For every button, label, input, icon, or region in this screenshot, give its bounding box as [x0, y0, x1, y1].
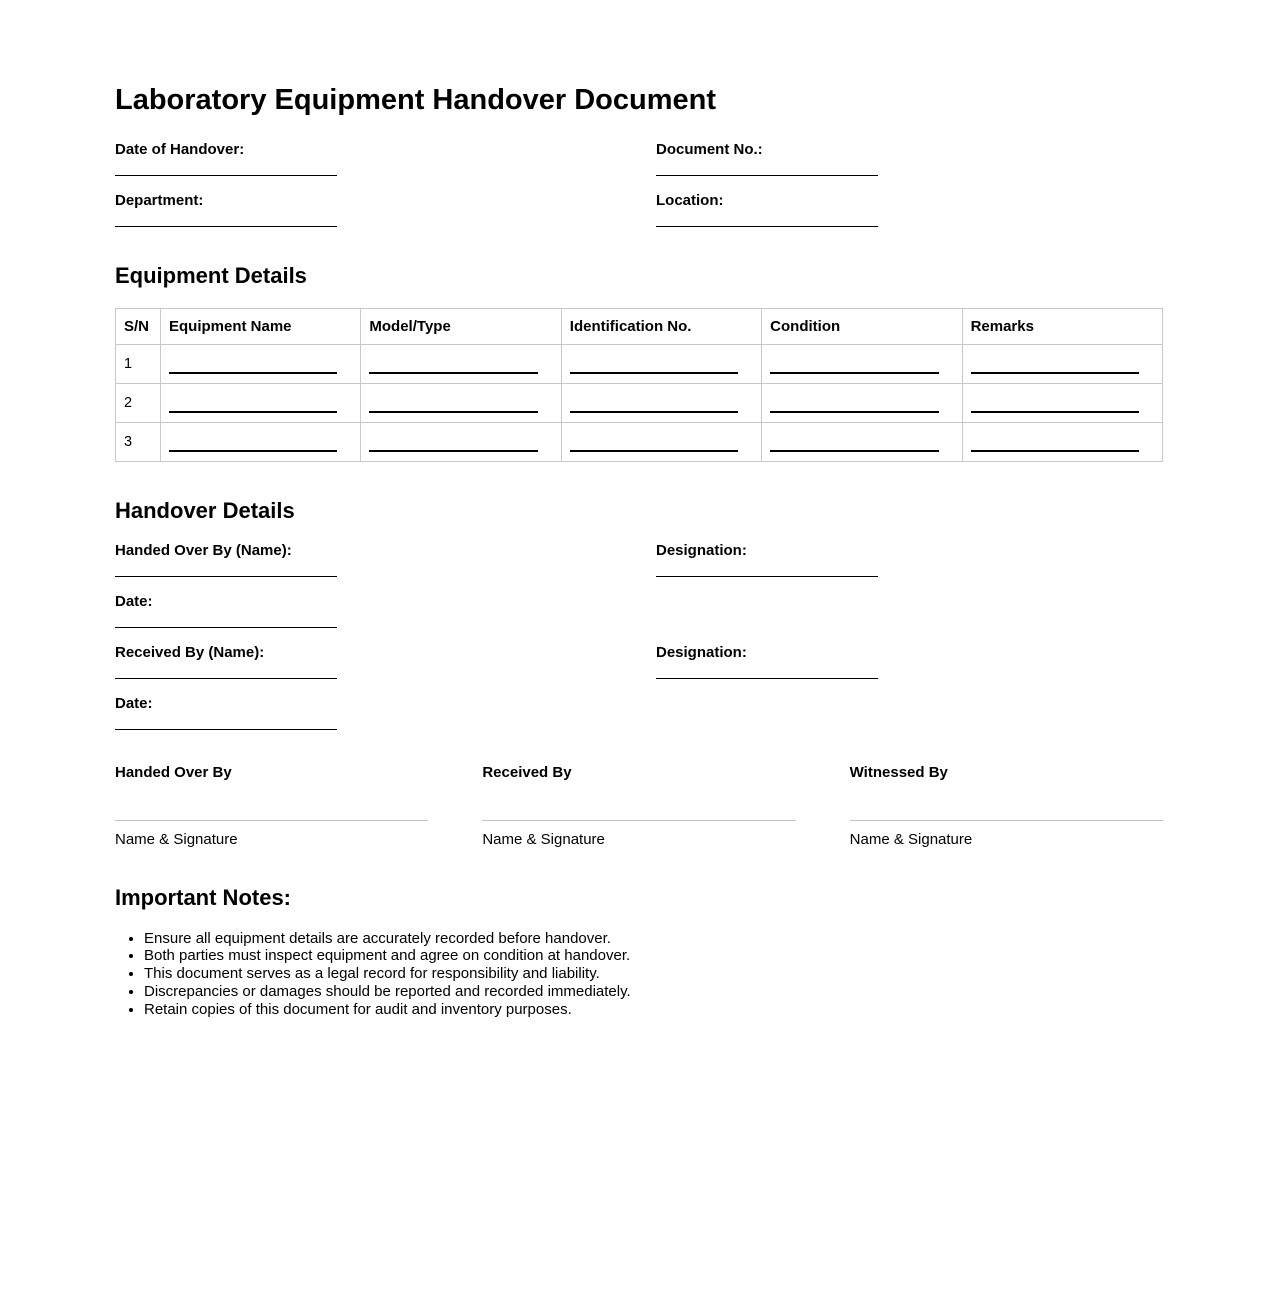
- field-date-1: [115, 593, 656, 628]
- equipment-table: [115, 308, 1163, 462]
- row-2-number: 2: [116, 383, 161, 422]
- row-2-model-type-blank-line[interactable]: [369, 411, 537, 413]
- row-3-remarks-blank-line[interactable]: [971, 450, 1139, 452]
- signature-block-witnessed-by: [850, 764, 1163, 849]
- row-1-identification-no-cell: [561, 344, 761, 383]
- field-location: [656, 192, 1163, 227]
- important-notes-heading: Important Notes:: [115, 885, 291, 911]
- date-2-label: Date:: [115, 695, 153, 713]
- field-document-no: [656, 141, 1163, 176]
- handover-field-row-4: [115, 695, 1163, 730]
- row-1-condition-blank-line[interactable]: [770, 372, 938, 374]
- row-1-equipment-name-blank-line[interactable]: [169, 372, 337, 374]
- equipment-table-row-2: [116, 383, 1163, 422]
- handed-over-by-signature-title: Handed Over By: [115, 764, 232, 782]
- department-label: Department:: [115, 192, 204, 210]
- note-item-5: • Retain copies of this document for audit and inventory purposes.: [144, 1001, 1163, 1019]
- signature-section: [115, 764, 1163, 849]
- row-3-identification-no-cell: [561, 422, 761, 461]
- received-by-name-blank-line[interactable]: [115, 678, 337, 679]
- document-no-blank-line[interactable]: [656, 175, 878, 176]
- row-3-condition-blank-line[interactable]: [770, 450, 938, 452]
- row-3-model-type-blank-line[interactable]: [369, 450, 537, 452]
- row-3-model-type-cell: [361, 422, 561, 461]
- row-3-number: 3: [116, 422, 161, 461]
- row-1-remarks-blank-line[interactable]: [971, 372, 1139, 374]
- received-by-signature-caption: Name & Signature: [482, 831, 605, 849]
- field-received-by-name: [115, 644, 656, 679]
- note-item-2: • Both parties must inspect equipment and agree on condition at handover.: [144, 947, 1163, 965]
- row-1-number: 1: [116, 344, 161, 383]
- handover-details-heading: Handover Details: [115, 497, 295, 523]
- row-3-equipment-name-cell: [161, 422, 361, 461]
- designation-2-label: Designation:: [656, 644, 747, 662]
- field-designation-1: [656, 542, 1163, 577]
- witnessed-by-signature-title: Witnessed By: [849, 764, 948, 782]
- equipment-table-row-1: [116, 344, 1163, 383]
- handed-over-by-signature-caption: Name & Signature: [115, 831, 238, 849]
- field-designation-2: [656, 644, 1163, 679]
- column-header-condition: Condition: [762, 308, 962, 344]
- department-blank-line[interactable]: [115, 226, 337, 227]
- row-1-remarks-cell: [962, 344, 1162, 383]
- equipment-details-heading: Equipment Details: [115, 263, 307, 289]
- equipment-table-header-row: [116, 308, 1163, 344]
- handover-field-row-3: [115, 644, 1163, 679]
- field-date-of-handover: [115, 141, 656, 176]
- handed-over-by-signature-line[interactable]: [115, 820, 428, 821]
- handover-row-2-spacer: [656, 593, 1163, 628]
- row-2-equipment-name-cell: [161, 383, 361, 422]
- witnessed-by-signature-line[interactable]: [850, 820, 1163, 821]
- received-by-signature-line[interactable]: [482, 820, 795, 821]
- column-header-model-type: Model/Type: [361, 308, 561, 344]
- designation-2-blank-line[interactable]: [656, 678, 878, 679]
- date-2-blank-line[interactable]: [115, 729, 337, 730]
- row-2-condition-cell: [762, 383, 962, 422]
- document-no-label: Document No.:: [656, 141, 763, 159]
- equipment-table-row-3: [116, 422, 1163, 461]
- location-blank-line[interactable]: [656, 226, 878, 227]
- row-2-identification-no-blank-line[interactable]: [570, 411, 738, 413]
- designation-1-label: Designation:: [656, 542, 747, 560]
- witnessed-by-signature-caption: Name & Signature: [849, 831, 973, 849]
- column-header-identification-no: Identification No.: [561, 308, 761, 344]
- handed-over-by-name-label: Handed Over By (Name):: [115, 542, 292, 560]
- column-header-sn: S/N: [116, 308, 161, 344]
- handover-field-row-1: [115, 542, 1163, 577]
- row-3-remarks-cell: [962, 422, 1162, 461]
- row-2-remarks-cell: [962, 383, 1162, 422]
- note-item-3: • This document serves as a legal record for responsibility and liability.: [144, 965, 1163, 983]
- header-field-row-2: [115, 192, 1163, 227]
- important-notes-list: [115, 930, 1163, 1019]
- location-label: Location:: [656, 192, 724, 210]
- note-item-4: • Discrepancies or damages should be reported and recorded immediately.: [144, 983, 1163, 1001]
- row-2-equipment-name-blank-line[interactable]: [169, 411, 337, 413]
- row-1-model-type-blank-line[interactable]: [369, 372, 537, 374]
- row-3-condition-cell: [762, 422, 962, 461]
- date-1-blank-line[interactable]: [115, 627, 337, 628]
- field-handed-over-by-name: [115, 542, 656, 577]
- row-2-identification-no-cell: [561, 383, 761, 422]
- received-by-signature-title: Received By: [482, 764, 572, 782]
- note-item-1: • Ensure all equipment details are accurately recorded before handover.: [144, 930, 1163, 948]
- handover-field-row-2: [115, 593, 1163, 628]
- row-2-condition-blank-line[interactable]: [770, 411, 938, 413]
- row-1-equipment-name-cell: [161, 344, 361, 383]
- handover-row-4-spacer: [656, 695, 1163, 730]
- row-1-model-type-cell: [361, 344, 561, 383]
- header-field-row-1: [115, 141, 1163, 176]
- column-header-equipment-name: Equipment Name: [161, 308, 361, 344]
- row-3-equipment-name-blank-line[interactable]: [169, 450, 337, 452]
- signature-block-handed-over-by: [115, 764, 428, 849]
- row-2-model-type-cell: [361, 383, 561, 422]
- date-of-handover-blank-line[interactable]: [115, 175, 337, 176]
- page-title: Laboratory Equipment Handover Document: [115, 84, 717, 116]
- designation-1-blank-line[interactable]: [656, 576, 878, 577]
- received-by-name-label: Received By (Name):: [115, 644, 265, 662]
- signature-block-received-by: [482, 764, 795, 849]
- field-date-2: [115, 695, 656, 730]
- row-3-identification-no-blank-line[interactable]: [570, 450, 738, 452]
- date-1-label: Date:: [115, 593, 153, 611]
- field-department: [115, 192, 656, 227]
- handed-over-by-name-blank-line[interactable]: [115, 576, 337, 577]
- row-1-identification-no-blank-line[interactable]: [570, 372, 738, 374]
- row-2-remarks-blank-line[interactable]: [971, 411, 1139, 413]
- column-header-remarks: Remarks: [962, 308, 1162, 344]
- row-1-condition-cell: [762, 344, 962, 383]
- date-of-handover-label: Date of Handover:: [115, 141, 245, 159]
